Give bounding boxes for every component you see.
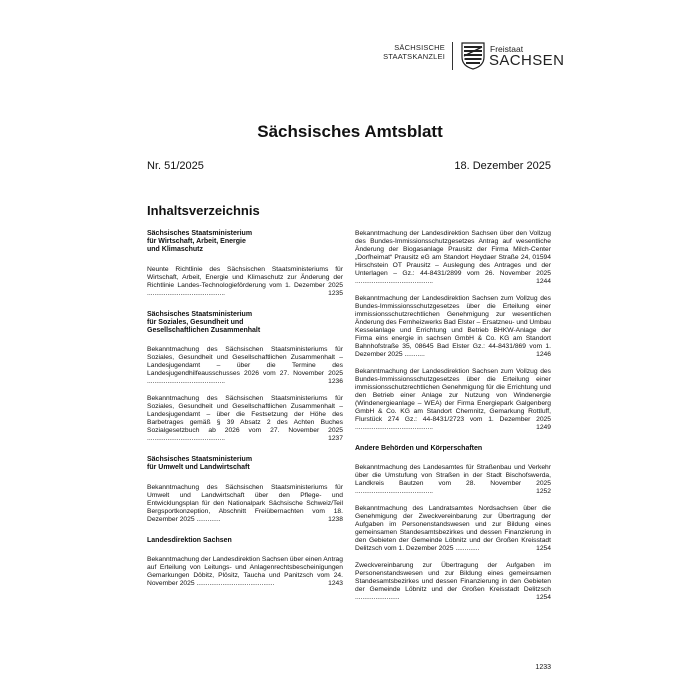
toc-entry-text: Bekanntmachung des Sächsischen Staatsministeriums für Umwelt und Landwirtschaft über den Pflege- und Entwicklungsplan für den Nationalpark Sächsische Schweiz/Teil Bergsportkonzeption, Abschnitt Freiübernachten vom 18. Dezember 2025 .............: [147, 483, 343, 523]
section-heading-line: für Soziales, Gesundheit und: [147, 318, 244, 326]
toc-entry-text: Bekanntmachung des Landesamtes für Straßenbau und Verkehr über die Umstufung von Straßen in der Stadt Bischofswerda, Landkreis Bautzen vom 28. November 2025 ..........................................: [355, 464, 551, 496]
toc-entry-page: 1238: [328, 515, 343, 523]
toc-entry-text: Bekanntmachung der Landesdirektion Sachsen über den Vollzug des Bundes-Immissionsschutzgesetzes Antrag auf wesentliche Änderung der Biogasanlage Prausitz der Firma Milch-Center „Dorfheimat“ Prausitz eG am Standort Heydaer Straße 24, 01594 Hirschstein OT Prausitz – Auslegung des Antrages und der Unterlagen – Gz.: 44-8431/2899 vom 26. November 2025 ..........................................: [355, 230, 551, 285]
toc-entry[interactable]: [147, 484, 343, 524]
toc-entry[interactable]: [355, 295, 551, 359]
page-title: Sächsisches Amtsblatt: [257, 122, 443, 141]
toc-entry-text: Neunte Richtlinie des Sächsischen Staatsministeriums für Wirtschaft, Arbeit, Energie und Klimaschutz zur Änderung der Richtlinie Landes-Technologieförderung vom 1. Dezember 2025 ..........................................: [147, 265, 343, 297]
issue-number: Nr. 51/2025: [147, 160, 204, 172]
section-heading: [147, 537, 343, 545]
section-heading-line: Sächsisches Staatsministerium: [147, 230, 253, 237]
section-heading-line: für Umwelt und Landwirtschaft: [147, 464, 250, 472]
toc-entry[interactable]: [147, 395, 343, 443]
toc-entry[interactable]: [355, 368, 551, 432]
issue-date: 18. Dezember 2025: [454, 160, 551, 172]
section-heading-line: Landesdirektion Sachsen: [147, 536, 232, 544]
section-heading-line: Sächsisches Staatsministerium: [147, 456, 253, 464]
toc-entry-text: Bekanntmachung des Sächsischen Staatsministeriums für Soziales, Gesundheit und Gesellschaftlichen Zusammenhalt – Landesjugendamt – über die Festsetzung der Höhe des Barbetrages gemäß § 39 Absatz 2 des Achten Buches Sozialgesetzbuch ab 2026 vom 27. November 2025 ..........................................: [147, 395, 343, 443]
toc-entry[interactable]: [147, 556, 343, 588]
sachsen-label: SACHSEN: [489, 52, 565, 69]
toc-entry-page: 1249: [536, 424, 551, 431]
toc-entry[interactable]: [147, 266, 343, 298]
toc-entry-page: 1243: [328, 579, 343, 587]
toc-entry[interactable]: [147, 346, 343, 386]
toc-heading: Inhaltsverzeichnis: [147, 203, 260, 218]
toc-entry-text: Zweckvereinbarung zur Übertragung der Aufgaben im Personenstandswesen und zur Bildung eines gemeinsamen Standesamtsbezirkes und dessen Finanzierung in den Gebieten der Gemeinde Löbnitz und der Großen Kreisstadt Delitzsch ........................: [355, 562, 551, 602]
toc-entry-text: Bekanntmachung der Landesdirektion Sachsen über einen Antrag auf Erteilung von Leitungs- und Anlagenrechtsbescheinigungen Gemarkungen Döbitz, Plösitz, Taucha und Panitzsch vom 24. November 2025 ..........................................: [147, 555, 343, 587]
toc-entry-page: 1254: [536, 545, 551, 553]
toc-entry[interactable]: [355, 562, 551, 602]
staatskanzlei-line1: SÄCHSISCHE: [394, 43, 445, 52]
staatskanzlei-line2: STAATSKANZLEI: [383, 52, 445, 61]
section-heading: [147, 230, 343, 255]
section-heading-line: und Klimaschutz: [147, 246, 204, 254]
toc-entry-page: 1244: [536, 278, 551, 285]
toc-entry-page: 1252: [536, 488, 551, 496]
section-heading: Andere Behörden und Körperschaften: [355, 445, 483, 452]
toc-entry-page: 1235: [328, 289, 343, 297]
section-heading: [147, 311, 343, 336]
toc-entry-page: 1254: [536, 594, 551, 602]
header: [0, 38, 700, 78]
section-heading-line: Sächsisches Staatsministerium: [147, 310, 253, 318]
section-heading: [147, 456, 343, 472]
toc-entry-text: Bekanntmachung der Landesdirektion Sachsen zum Vollzug des Bundes-Immissionsschutzgesetzes über die Erteilung einer immissionsschutzrechtlichen Genehmigung für die Errichtung und den Betrieb einer Anlage zur Nutzung von Windenergie (Windenergieanlage – WEA) der Firma Energiepark Galgenberg GmbH & Co. KG am Standort Chemnitz, Gemarkung Rottluff, Flurstück 274 Gz.: 44-8431/2723 vom 1. Dezember 2025 ..........................................: [355, 368, 551, 431]
toc-entry-text: Bekanntmachung des Landratsamtes Nordsachsen über die Genehmigung der Zweckvereinbarung zur Übertragung der Aufgaben im Personenstandswesen und zur Bildung eines gemeinsamen Standesamtsbezirkes und dessen Finanzierung in den Gebieten der Gemeinde Löbnitz und der Großen Kreisstadt Delitzsch vom 1. Dezember 2025 .............: [355, 505, 551, 553]
section-heading-line: Gesellschaftlichen Zusammenhalt: [147, 327, 261, 335]
header-divider: [452, 42, 453, 70]
toc-entry-page: 1237: [328, 435, 343, 443]
toc-left-column: [147, 230, 343, 588]
toc-entry[interactable]: [355, 230, 551, 286]
toc-right-column: [355, 230, 551, 602]
staatskanzlei-label: [383, 43, 445, 61]
toc-entry[interactable]: [355, 464, 551, 496]
saxony-crest-icon: [461, 42, 485, 70]
freistaat-label: Freistaat: [490, 44, 524, 54]
section-heading-line: für Wirtschaft, Arbeit, Energie: [147, 238, 246, 246]
toc-entry[interactable]: [355, 505, 551, 553]
page-number: 1233: [535, 664, 551, 671]
toc-entry-text: Bekanntmachung der Landesdirektion Sachsen zum Vollzug des Bundes-Immissionsschutzgesetzes über die Erteilung einer immissionsschutzrechtlichen Genehmigung zur wesentlichen Änderung des Fernheizwerks Bad Elster – Ersatzneu- und Umbau Kesselanlage und Errichtung und Betrieb BHKW-Anlage der Firma eins energie in sachsen GmbH & Co. KG am Standort Bahnhofstraße 35, 08645 Bad Elster Gz.: 44-8431/869 vom 1. Dezember 2025 ...........: [355, 295, 551, 358]
toc-entry-page: 1236: [328, 378, 343, 386]
toc-entry-page: 1246: [536, 351, 551, 358]
toc-entry-text: Bekanntmachung des Sächsischen Staatsministeriums für Soziales, Gesundheit und Gesellschaftlichen Zusammenhalt – Landesjugendamt – über die Termine des Landesjugendhilfeausschusses 2026 vom 27. November 2025 ..........................................: [147, 346, 343, 386]
